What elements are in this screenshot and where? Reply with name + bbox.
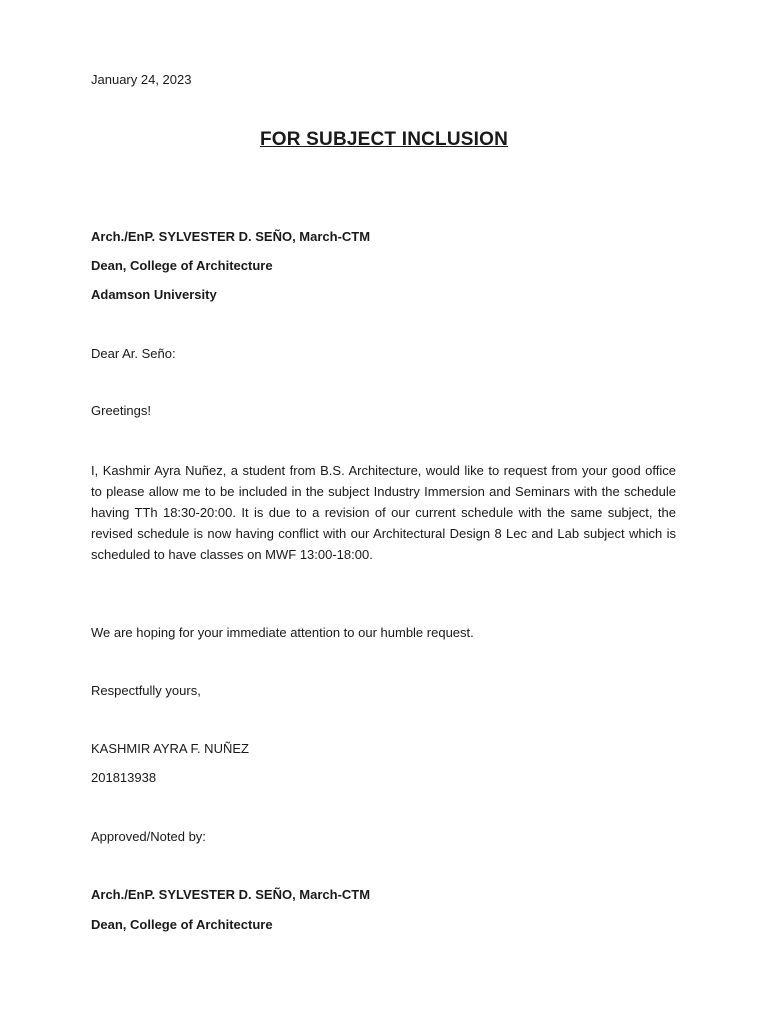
salutation: Dear Ar. Seño: <box>91 346 176 361</box>
sender-student-number: 201813938 <box>91 770 157 785</box>
greeting: Greetings! <box>91 403 151 418</box>
complimentary-close: Respectfully yours, <box>91 683 201 698</box>
body-paragraph: I, Kashmir Ayra Nuñez, a student from B.S. Architecture, would like to request from your good office to please allow me to be included in the subject Industry Immersion and Seminars with the schedule having TTh 18:30-20:00. It is due to a revision of our current schedule with the same subject, the revised schedule is now having conflict with our Architectural Design 8 Lec and Lab subject which is scheduled to have classes on MWF 13:00-18:00. <box>91 463 676 562</box>
recipient-name: Arch./EnP. SYLVESTER D. SEÑO, March-CTM <box>91 229 371 244</box>
letter-date: January 24, 2023 <box>91 72 192 87</box>
approval-label: Approved/Noted by: <box>91 829 206 844</box>
recipient-institution: Adamson University <box>91 287 217 302</box>
approver-position: Dean, College of Architecture <box>91 917 273 932</box>
closing-request: We are hoping for your immediate attention to our humble request. <box>91 625 474 640</box>
recipient-position: Dean, College of Architecture <box>91 258 273 273</box>
sender-name: KASHMIR AYRA F. NUÑEZ <box>91 741 249 756</box>
approver-name: Arch./EnP. SYLVESTER D. SEÑO, March-CTM <box>91 887 371 902</box>
letter-title: FOR SUBJECT INCLUSION <box>259 129 509 150</box>
